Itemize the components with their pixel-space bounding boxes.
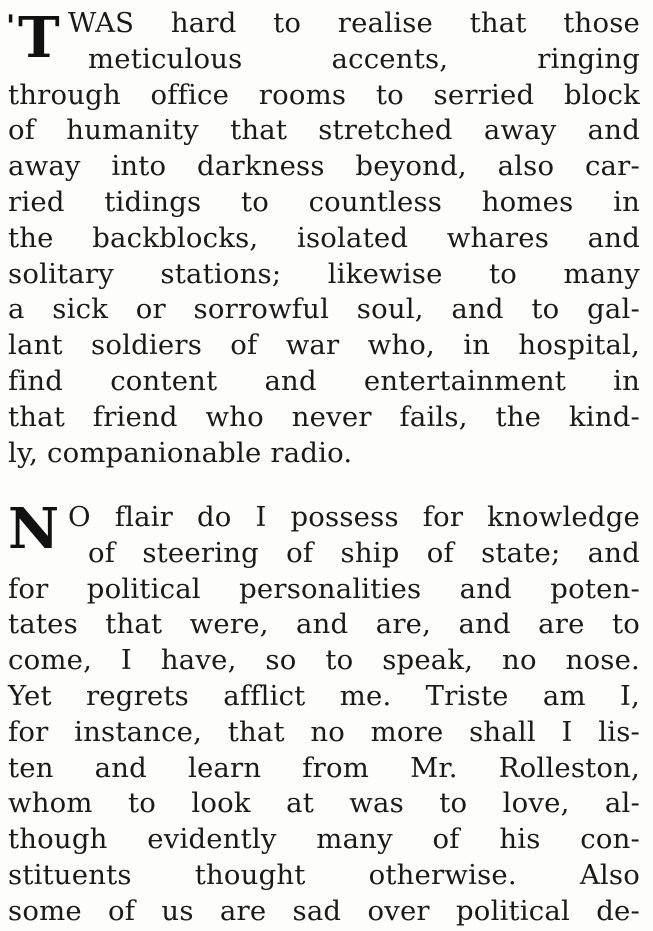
text-line: away into darkness beyond, also car- xyxy=(8,150,640,183)
text-line: WAS hard to realise that those xyxy=(68,7,640,39)
text-line: ten and learn from Mr. Rolleston, xyxy=(8,751,640,784)
text-line: whom to look at was to love, al- xyxy=(8,787,640,820)
text-line: some of us are sad over political de- xyxy=(8,894,640,927)
text-line: solitary stations; likewise to many xyxy=(8,257,640,290)
text-line: the backblocks, isolated whares and xyxy=(8,221,640,254)
text-line: of steering of ship of state; and xyxy=(88,536,640,569)
drop-cap-t: T xyxy=(18,5,60,71)
text-line: though evidently many of his con- xyxy=(8,823,640,856)
text-line: a sick or sorrowful soul, and to gal- xyxy=(8,293,640,326)
text-line: for instance, that no more shall I lis- xyxy=(8,715,640,748)
leading-apostrophe: ' xyxy=(6,9,16,44)
text-line: O flair do I possess for knowledge xyxy=(68,501,640,533)
text-line: lant soldiers of war who, in hospital, xyxy=(8,329,640,362)
drop-cap-n: N xyxy=(8,496,60,562)
text-line: tates that were, and are, and are to xyxy=(8,608,640,641)
text-line: come, I have, so to speak, no nose. xyxy=(8,644,640,677)
text-line: ly, companionable radio. xyxy=(8,436,353,469)
text-line: that friend who never fails, the kind- xyxy=(8,400,640,433)
text-line: through office rooms to serried block xyxy=(8,78,640,111)
text-line: find content and entertainment in xyxy=(8,364,640,397)
paragraph-radio xyxy=(8,6,640,471)
text-line: Yet regrets afflict me. Triste am I, xyxy=(8,679,640,712)
paragraph-politics xyxy=(8,496,640,930)
text-line: stituents thought otherwise. Also xyxy=(8,858,640,891)
text-line: meticulous accents, ringing xyxy=(88,42,640,75)
text-line: of humanity that stretched away and xyxy=(8,114,640,147)
text-line: for political personalities and poten- xyxy=(8,572,640,605)
text-line: ried tidings to countless homes in xyxy=(8,185,640,218)
